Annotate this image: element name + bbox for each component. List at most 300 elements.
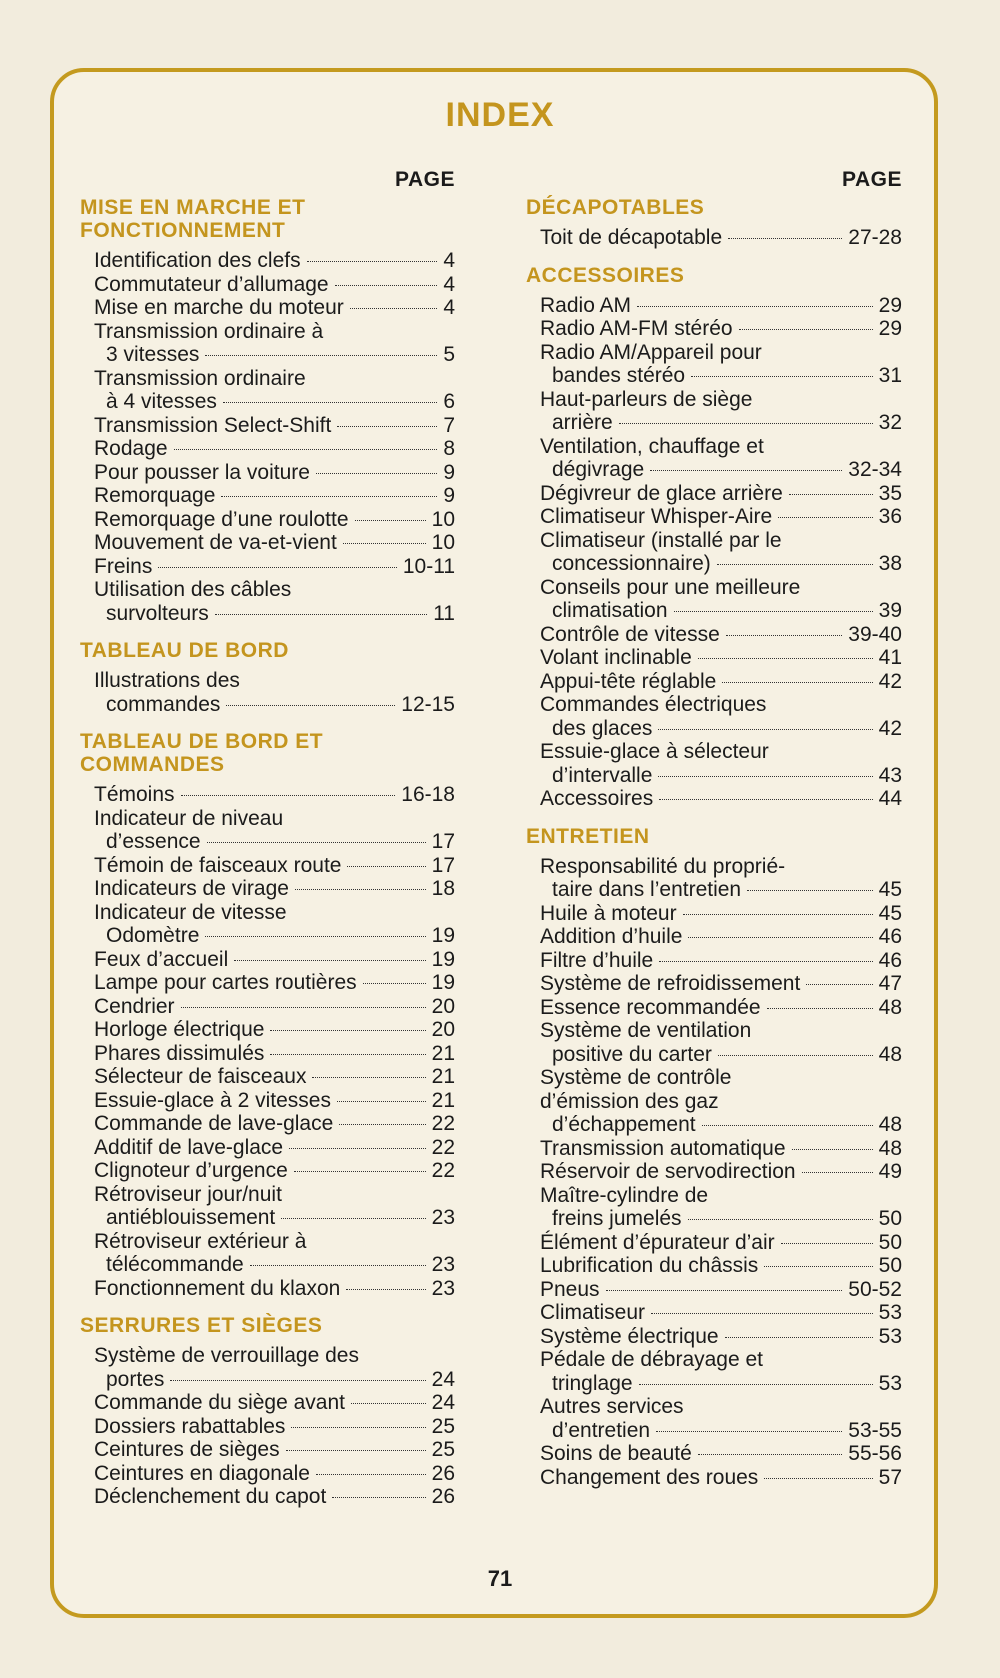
- entry-page: 49: [878, 1160, 902, 1183]
- entry-label: commandes: [106, 692, 221, 716]
- entry-label: Toit de décapotable: [540, 226, 723, 249]
- entry-row: [540, 1043, 902, 1067]
- index-entry: [80, 1438, 455, 1462]
- entry-text: Climatiseur (installé par le: [540, 528, 782, 552]
- entry-row: [94, 1277, 455, 1301]
- entry-row: [540, 925, 902, 949]
- entry-page: 53: [878, 1371, 902, 1395]
- index-entry: [80, 1112, 455, 1136]
- dot-leader: [343, 543, 426, 544]
- index-entry: [526, 435, 902, 482]
- index-entry: [80, 669, 455, 716]
- entry-text: Transmission ordinaire: [94, 366, 306, 390]
- entry-page: 32: [878, 411, 902, 434]
- entry-page: 27-28: [848, 226, 902, 249]
- entry-label: bandes stéréo: [552, 364, 686, 387]
- index-entry: [80, 1230, 455, 1277]
- entry-text: Rétroviseur extérieur à: [94, 1229, 307, 1253]
- left-sections: [80, 196, 455, 1509]
- entry-page: 25: [431, 1438, 455, 1461]
- dot-leader: [223, 402, 437, 403]
- entry-label: Transmission automatique: [540, 1136, 786, 1160]
- entry-label: Élément d’épurateur d’air: [540, 1230, 775, 1254]
- entry-row: [94, 602, 455, 626]
- entry-label: Mise en marche du moteur: [94, 296, 344, 319]
- entry-row: [94, 1136, 455, 1160]
- index-entry: [80, 948, 455, 972]
- entry-row: [540, 482, 902, 506]
- right-column: [526, 168, 902, 1489]
- entry-page: 53-55: [848, 1418, 902, 1442]
- entry-label: positive du carter: [552, 1042, 712, 1066]
- index-entry: [80, 555, 455, 579]
- index-entry: [526, 740, 902, 787]
- index-entry: [80, 1042, 455, 1066]
- entry-label: Radio AM: [540, 293, 632, 317]
- entry-label: Climatiseur: [540, 1301, 646, 1324]
- entry-label: des glaces: [552, 716, 653, 740]
- entry-row: [540, 1372, 902, 1396]
- entry-row: [94, 414, 455, 438]
- entry-label: Sélecteur de faisceaux: [94, 1065, 307, 1088]
- entry-page: 32-34: [848, 458, 902, 481]
- entry-label: Volant inclinable: [540, 646, 692, 669]
- entry-page: 20: [431, 1018, 455, 1041]
- entry-page: 41: [878, 646, 902, 669]
- section-title: ACCESSOIRES: [526, 263, 685, 287]
- index-entry: [80, 1065, 455, 1089]
- entry-page: 42: [878, 669, 902, 693]
- dot-leader: [286, 1450, 426, 1451]
- dot-leader: [351, 1403, 426, 1404]
- entry-label: concessionnaire): [552, 552, 711, 575]
- entry-text: Système de ventilation: [540, 1019, 752, 1042]
- entry-row: [94, 1438, 455, 1462]
- entry-page: 46: [878, 948, 902, 972]
- dot-leader: [337, 1101, 426, 1102]
- index-entry: [80, 1415, 455, 1439]
- entry-row: [540, 599, 902, 623]
- index-entry: [526, 925, 902, 949]
- entry-text: Autres services: [540, 1395, 684, 1418]
- dot-leader: [170, 1380, 425, 1381]
- entry-label: Soins de beauté: [540, 1442, 692, 1465]
- section-title: TABLEAU DE BORD ET COMMANDES: [80, 730, 324, 776]
- entry-page: 24: [431, 1391, 455, 1414]
- entry-label: survolteurs: [106, 601, 209, 625]
- entry-page: 29: [878, 317, 902, 340]
- entry-label: Mouvement de va-et-vient: [94, 531, 337, 554]
- entry-page: 20: [431, 994, 455, 1018]
- entry-label: Accessoires: [540, 787, 654, 810]
- entry-label: à 4 vitesses: [106, 390, 217, 413]
- entry-label: Contrôle de vitesse: [540, 622, 720, 646]
- dot-leader: [722, 682, 872, 683]
- entry-label: antiéblouissement: [106, 1206, 276, 1229]
- index-entry: [80, 1159, 455, 1183]
- entry-row: [540, 646, 902, 670]
- dot-leader: [659, 961, 872, 962]
- entry-row: [94, 1253, 455, 1277]
- entry-page: 9: [443, 484, 455, 507]
- entry-label: Climatiseur Whisper-Aire: [540, 505, 773, 528]
- entry-label: Remorquage d’une roulotte: [94, 507, 349, 531]
- entry-label: Essence recommandée: [540, 995, 761, 1019]
- entry-page: 17: [431, 830, 455, 853]
- left-column: [80, 168, 455, 1509]
- dot-leader: [674, 611, 873, 612]
- section-title: MISE EN MARCHE ET FONCTIONNEMENT: [80, 196, 306, 242]
- entry-page: 21: [431, 1065, 455, 1088]
- index-entry: [80, 807, 455, 854]
- dot-leader: [355, 520, 426, 521]
- index-entry: [80, 854, 455, 878]
- entry-page: 45: [878, 878, 902, 901]
- entry-row: [94, 531, 455, 555]
- index-entry: [526, 1301, 902, 1325]
- dot-leader: [739, 329, 873, 330]
- entry-label: Rodage: [94, 437, 168, 460]
- dot-leader: [346, 1289, 425, 1290]
- index-entry: [80, 273, 455, 297]
- dot-leader: [339, 1124, 425, 1125]
- dot-leader: [250, 1265, 426, 1266]
- entry-row: [540, 1325, 902, 1349]
- entry-page: 10: [431, 507, 455, 531]
- index-entry: [80, 1344, 455, 1391]
- dot-leader: [691, 376, 873, 377]
- entry-row: [94, 1159, 455, 1183]
- dot-leader: [781, 1243, 873, 1244]
- entry-text: Maître-cylindre de: [540, 1183, 709, 1207]
- entry-text: Système de contrôle: [540, 1066, 732, 1089]
- index-entry: [526, 1137, 902, 1161]
- entry-page: 42: [878, 716, 902, 740]
- entry-row: [94, 1018, 455, 1042]
- dot-leader: [651, 1313, 873, 1314]
- entry-label: d’entretien: [552, 1418, 651, 1442]
- entry-page: 4: [443, 249, 455, 272]
- entry-row: [94, 555, 455, 579]
- entry-page: 25: [431, 1414, 455, 1438]
- section-title: TABLEAU DE BORD: [80, 639, 289, 662]
- dot-leader: [688, 937, 872, 938]
- entry-text: Système de verrouillage des: [94, 1344, 359, 1367]
- dot-leader: [728, 238, 842, 239]
- entry-page: 7: [443, 413, 455, 437]
- entry-row: [94, 995, 455, 1019]
- entry-page: 22: [431, 1112, 455, 1135]
- entry-page: 6: [443, 390, 455, 413]
- dot-leader: [281, 1218, 425, 1219]
- entry-page: 10-11: [402, 554, 455, 578]
- entry-label: Réservoir de servodirection: [540, 1160, 796, 1183]
- index-entry: [526, 787, 902, 811]
- entry-row: [94, 296, 455, 320]
- entry-text: Transmission ordinaire à: [94, 319, 324, 343]
- dot-leader: [717, 564, 873, 565]
- index-entry: [80, 1485, 455, 1509]
- entry-label: Cendrier: [94, 994, 175, 1018]
- dot-leader: [650, 470, 842, 471]
- entry-page: 23: [431, 1206, 455, 1229]
- index-entry: [80, 484, 455, 508]
- index-entry: [80, 367, 455, 414]
- dot-leader: [806, 984, 872, 985]
- entry-page: 5: [443, 343, 455, 366]
- dot-leader: [363, 983, 426, 984]
- entry-row: [94, 1206, 455, 1230]
- section-title: SERRURES ET SIÈGES: [80, 1314, 323, 1337]
- entry-label: tringlage: [552, 1371, 633, 1395]
- entry-page: 4: [443, 272, 455, 296]
- entry-page: 19: [431, 947, 455, 971]
- dot-leader: [174, 449, 438, 450]
- index-entry: [526, 1442, 902, 1466]
- entry-page: 9: [443, 460, 455, 484]
- index-entry: [526, 1325, 902, 1349]
- entry-row: [94, 1462, 455, 1486]
- index-entry: [80, 1089, 455, 1113]
- dot-leader: [205, 355, 437, 356]
- index-entry: [80, 1018, 455, 1042]
- entry-label: Pour pousser la voiture: [94, 460, 310, 484]
- entry-page: 53: [878, 1324, 902, 1348]
- entry-label: Huile à moteur: [540, 901, 677, 925]
- dot-leader: [181, 795, 396, 796]
- entry-text: Ventilation, chauffage et: [540, 434, 764, 458]
- entry-row: [540, 1254, 902, 1278]
- dot-leader: [658, 729, 872, 730]
- entry-label: Ceintures en diagonale: [94, 1461, 310, 1485]
- entry-label: Commande de lave-glace: [94, 1112, 334, 1135]
- entry-page: 29: [878, 293, 902, 317]
- index-entry: [526, 529, 902, 576]
- entry-text: Indicateur de vitesse: [94, 900, 287, 924]
- entry-label: Témoins: [94, 783, 175, 806]
- entry-row: [94, 1089, 455, 1113]
- entry-label: Addition d’huile: [540, 925, 683, 948]
- index-entry: [526, 949, 902, 973]
- entry-row: [94, 783, 455, 807]
- dot-leader: [332, 1497, 425, 1498]
- index-entry: [80, 296, 455, 320]
- dot-leader: [221, 496, 437, 497]
- entry-row: [94, 1415, 455, 1439]
- entry-label: Transmission Select-Shift: [94, 413, 332, 437]
- entry-row: [94, 693, 455, 717]
- index-entry: [526, 996, 902, 1020]
- index-entry: [526, 294, 902, 318]
- entry-row: [540, 764, 902, 788]
- entry-label: Système de refroidissement: [540, 972, 801, 995]
- index-entry: [80, 320, 455, 367]
- index-entry: [80, 1277, 455, 1301]
- entry-label: climatisation: [552, 599, 668, 622]
- entry-label: Indicateurs de virage: [94, 877, 289, 900]
- entry-page: 39: [878, 599, 902, 622]
- entry-page: 50: [878, 1254, 902, 1277]
- entry-label: arrière: [552, 411, 613, 434]
- index-entry: [80, 877, 455, 901]
- entry-label: portes: [106, 1367, 165, 1391]
- index-entry: [80, 1136, 455, 1160]
- dot-leader: [778, 517, 872, 518]
- index-entry: [80, 461, 455, 485]
- index-entry: [526, 1395, 902, 1442]
- entry-row: [540, 902, 902, 926]
- entry-label: Appui-tête réglable: [540, 669, 717, 693]
- entry-page: 21: [431, 1088, 455, 1112]
- index-entry: [526, 1231, 902, 1255]
- index-entry: [526, 972, 902, 996]
- entry-page: 24: [431, 1367, 455, 1391]
- entry-text: Utilisation des câbles: [94, 578, 292, 601]
- entry-row: [94, 273, 455, 297]
- dot-leader: [702, 1125, 873, 1126]
- dot-leader: [792, 1149, 873, 1150]
- entry-row: [540, 878, 902, 902]
- entry-row: [94, 508, 455, 532]
- index-entry: [526, 1254, 902, 1278]
- entry-label: Essuie-glace à 2 vitesses: [94, 1088, 331, 1112]
- dot-leader: [350, 308, 438, 309]
- entry-page: 48: [878, 995, 902, 1019]
- entry-page: 47: [878, 972, 902, 995]
- entry-page: 48: [878, 1113, 902, 1136]
- entry-text: Conseils pour une meilleure: [540, 575, 801, 599]
- entry-label: Pneus: [540, 1277, 600, 1301]
- index-entry: [80, 437, 455, 461]
- entry-page: 46: [878, 925, 902, 948]
- entry-label: 3 vitesses: [106, 343, 200, 366]
- entry-text: Illustrations des: [94, 669, 240, 692]
- entry-row: [540, 505, 902, 529]
- entry-row: [94, 437, 455, 461]
- entry-page: 35: [878, 481, 902, 505]
- entry-row: [540, 1419, 902, 1443]
- dot-leader: [295, 889, 426, 890]
- entry-row: [540, 317, 902, 341]
- entry-row: [94, 854, 455, 878]
- index-entry: [80, 1391, 455, 1415]
- entry-page: 36: [878, 505, 902, 528]
- entry-row: [540, 1160, 902, 1184]
- entry-label: Commutateur d’allumage: [94, 272, 329, 296]
- entry-label: Dossiers rabattables: [94, 1414, 286, 1438]
- index-entry: [80, 971, 455, 995]
- entry-label: Ceintures de sièges: [94, 1438, 280, 1461]
- entry-label: Horloge électrique: [94, 1018, 265, 1041]
- entry-row: [540, 996, 902, 1020]
- entry-row: [94, 924, 455, 948]
- index-entry: [526, 646, 902, 670]
- index-entry: [80, 1462, 455, 1486]
- dot-leader: [656, 1431, 842, 1432]
- dot-leader: [215, 614, 427, 615]
- entry-row: [540, 670, 902, 694]
- entry-label: Témoin de faisceaux route: [94, 853, 342, 877]
- entry-page: 16-18: [401, 783, 455, 806]
- section-title: DÉCAPOTABLES: [526, 196, 705, 219]
- entry-row: [94, 461, 455, 485]
- dot-leader: [802, 1172, 873, 1173]
- entry-row: [94, 249, 455, 273]
- entry-label: Fonctionnement du klaxon: [94, 1276, 341, 1300]
- entry-page: 8: [443, 437, 455, 460]
- index-entry: [526, 482, 902, 506]
- index-entry: [526, 341, 902, 388]
- index-entry: [526, 388, 902, 435]
- dot-leader: [639, 1384, 873, 1385]
- entry-row: [540, 1207, 902, 1231]
- dot-leader: [234, 960, 425, 961]
- index-entry: [526, 1019, 902, 1066]
- entry-page: 22: [431, 1159, 455, 1182]
- entry-page: 18: [431, 877, 455, 900]
- entry-row: [94, 877, 455, 901]
- entry-page: 48: [878, 1136, 902, 1160]
- dot-leader: [764, 1478, 872, 1479]
- index-entry: [526, 670, 902, 694]
- dot-leader: [337, 426, 437, 427]
- entry-text: Essuie-glace à sélecteur: [540, 740, 769, 763]
- entry-label: freins jumelés: [552, 1207, 682, 1230]
- dot-leader: [764, 1266, 872, 1267]
- index-entry: [526, 226, 902, 250]
- entry-label: Freins: [94, 554, 153, 578]
- entry-label: Clignoteur d’urgence: [94, 1159, 288, 1182]
- page-number: 71: [487, 1566, 513, 1591]
- entry-row: [540, 458, 902, 482]
- entry-row: [94, 1112, 455, 1136]
- entry-row: [94, 484, 455, 508]
- dot-leader: [335, 285, 438, 286]
- entry-page: 23: [431, 1276, 455, 1300]
- entry-page: 57: [878, 1465, 902, 1489]
- entry-page: 38: [878, 552, 902, 575]
- entry-label: Odomètre: [106, 924, 200, 947]
- entry-page: 12-15: [401, 692, 455, 716]
- entry-row: [540, 1466, 902, 1490]
- index-entry: [80, 901, 455, 948]
- entry-label: Feux d’accueil: [94, 947, 229, 971]
- entry-page: 26: [431, 1485, 455, 1508]
- index-entry: [526, 1160, 902, 1184]
- page-column-header: PAGE: [842, 168, 902, 191]
- entry-text: Radio AM/Appareil pour: [540, 340, 762, 364]
- entry-row: [540, 1137, 902, 1161]
- dot-leader: [289, 1148, 426, 1149]
- index-entry: [526, 576, 902, 623]
- entry-text: d’émission des gaz: [540, 1089, 719, 1113]
- entry-text: Indicateur de niveau: [94, 806, 284, 830]
- entry-row: [94, 390, 455, 414]
- page-column-header: PAGE: [395, 168, 455, 191]
- entry-label: Dégivreur de glace arrière: [540, 481, 783, 505]
- entry-row: [540, 226, 902, 250]
- dot-leader: [726, 635, 843, 636]
- index-entry: [80, 995, 455, 1019]
- entry-page: 55-56: [848, 1442, 902, 1465]
- dot-leader: [688, 1219, 873, 1220]
- dot-leader: [767, 1008, 873, 1009]
- entry-label: Déclenchement du capot: [94, 1485, 327, 1508]
- entry-label: Additif de lave-glace: [94, 1135, 284, 1159]
- entry-row: [94, 1485, 455, 1509]
- entry-page: 31: [878, 364, 902, 387]
- right-sections: [526, 196, 902, 1489]
